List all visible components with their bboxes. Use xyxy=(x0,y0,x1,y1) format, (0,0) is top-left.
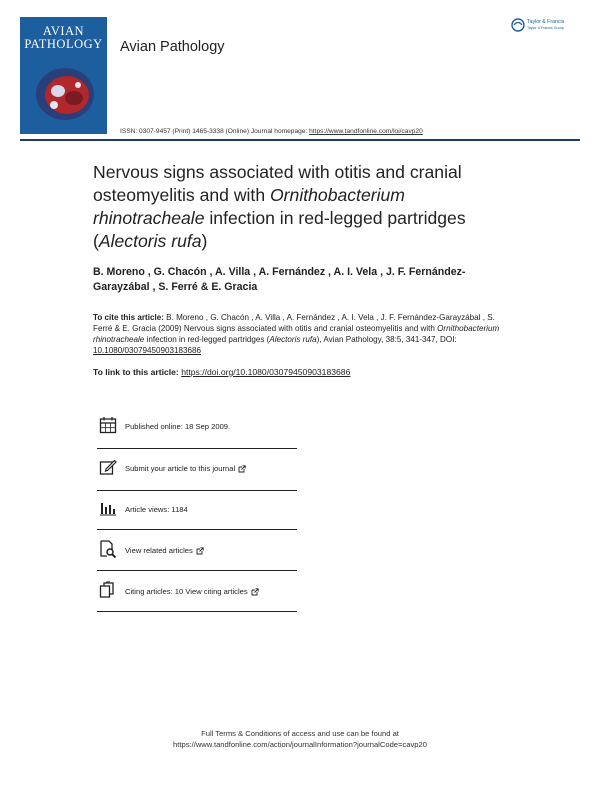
footer-line-1: Full Terms & Conditions of access and use can be found at xyxy=(201,729,399,738)
cover-title xyxy=(20,25,107,51)
citing-articles-text: Citing articles: 10 View citing articles xyxy=(125,587,248,596)
publisher-logo-line2: Taylor & Francis Group xyxy=(527,26,564,30)
citation-label: To cite this article: xyxy=(93,313,164,322)
publisher-logo-line1: Taylor & Francis xyxy=(527,19,565,25)
meta-divider xyxy=(97,490,297,491)
meta-views-row xyxy=(97,493,297,533)
header-divider xyxy=(20,139,580,141)
footer-terms-link[interactable]: https://www.tandfonline.com/action/journalInformation?journalCode=cavp20 xyxy=(173,740,427,749)
meta-citing-row[interactable] xyxy=(97,575,297,615)
external-link-icon xyxy=(238,465,246,473)
meta-divider xyxy=(97,570,297,571)
title-part-3: ) xyxy=(201,231,208,251)
meta-divider xyxy=(97,448,297,449)
issn-line xyxy=(120,128,423,135)
published-date: Published online: 18 Sep 2009. xyxy=(125,422,231,431)
meta-related-row[interactable] xyxy=(97,534,297,574)
related-articles-link[interactable] xyxy=(125,546,204,555)
external-link-icon xyxy=(251,588,259,596)
journal-homepage-link[interactable]: https://www.tandfonline.com/loi/cavp20 xyxy=(309,128,423,135)
footer xyxy=(0,728,600,750)
journal-name: Avian Pathology xyxy=(120,39,225,55)
related-articles-text: View related articles xyxy=(125,546,193,555)
citation-italic-1: Ornithobacterium rhinotracheale xyxy=(93,324,500,344)
external-link-icon xyxy=(196,547,204,555)
cover-title-line2: PATHOLOGY xyxy=(24,37,103,51)
submit-article-text: Submit your article to this journal xyxy=(125,464,236,473)
meta-divider xyxy=(97,529,297,530)
journal-cover xyxy=(20,17,107,134)
citation-italic-2: Alectoris rufa xyxy=(269,335,317,344)
authors: B. Moreno , G. Chacón , A. Villa , A. Fernández , A. I. Vela , J. F. Fernández-Garayzábal , S. Ferré & E. Gracia xyxy=(93,266,466,293)
meta-divider xyxy=(97,611,297,612)
citing-articles-link[interactable] xyxy=(125,587,259,596)
doi-link[interactable]: 10.1080/03079450903183686 xyxy=(93,346,202,355)
cover-title-line1: AVIAN xyxy=(42,24,85,38)
calendar-icon xyxy=(99,416,117,434)
citation xyxy=(93,312,513,356)
submit-article-link[interactable] xyxy=(125,464,246,473)
citation-text-3: ), Avian Pathology, 38:5, 341-347, DOI: xyxy=(316,335,457,344)
publisher-logo-text xyxy=(527,19,564,31)
title-part-2: infection in red-legged partridges ( xyxy=(93,208,466,251)
meta-submit-row[interactable] xyxy=(97,452,297,492)
link-label: To link to this article: xyxy=(93,367,182,377)
article-views: Article views: 1184 xyxy=(125,505,188,514)
document-search-icon xyxy=(99,540,117,558)
cover-illustration xyxy=(34,65,96,123)
article-title xyxy=(93,161,513,253)
title-italic-2: Alectoris rufa xyxy=(98,231,202,251)
article-doi-url[interactable]: https://doi.org/10.1080/03079450903183686 xyxy=(181,367,351,377)
citation-text-2: infection in red-legged partridges ( xyxy=(144,335,270,344)
link-to-article xyxy=(93,367,350,377)
title-italic-1: Ornithobacterium rhinotracheale xyxy=(93,185,405,228)
bar-chart-icon xyxy=(99,499,117,517)
citing-articles-icon xyxy=(99,581,117,599)
citation-text-1: B. Moreno , G. Chacón , A. Villa , A. Fernández , A. I. Vela , J. F. Fernández-Garayzábal , S. Ferré & E. Gracia (2009) Nervous signs associated with otitis and cranial osteomyelitis and with xyxy=(93,313,495,333)
edit-icon xyxy=(99,458,117,476)
issn-text: ISSN: 0307-9457 (Print) 1465-3338 (Online) Journal homepage: xyxy=(120,128,310,135)
meta-published-row xyxy=(97,410,297,450)
title-part-1: Nervous signs associated with otitis and cranial osteomyelitis and with xyxy=(93,162,462,205)
